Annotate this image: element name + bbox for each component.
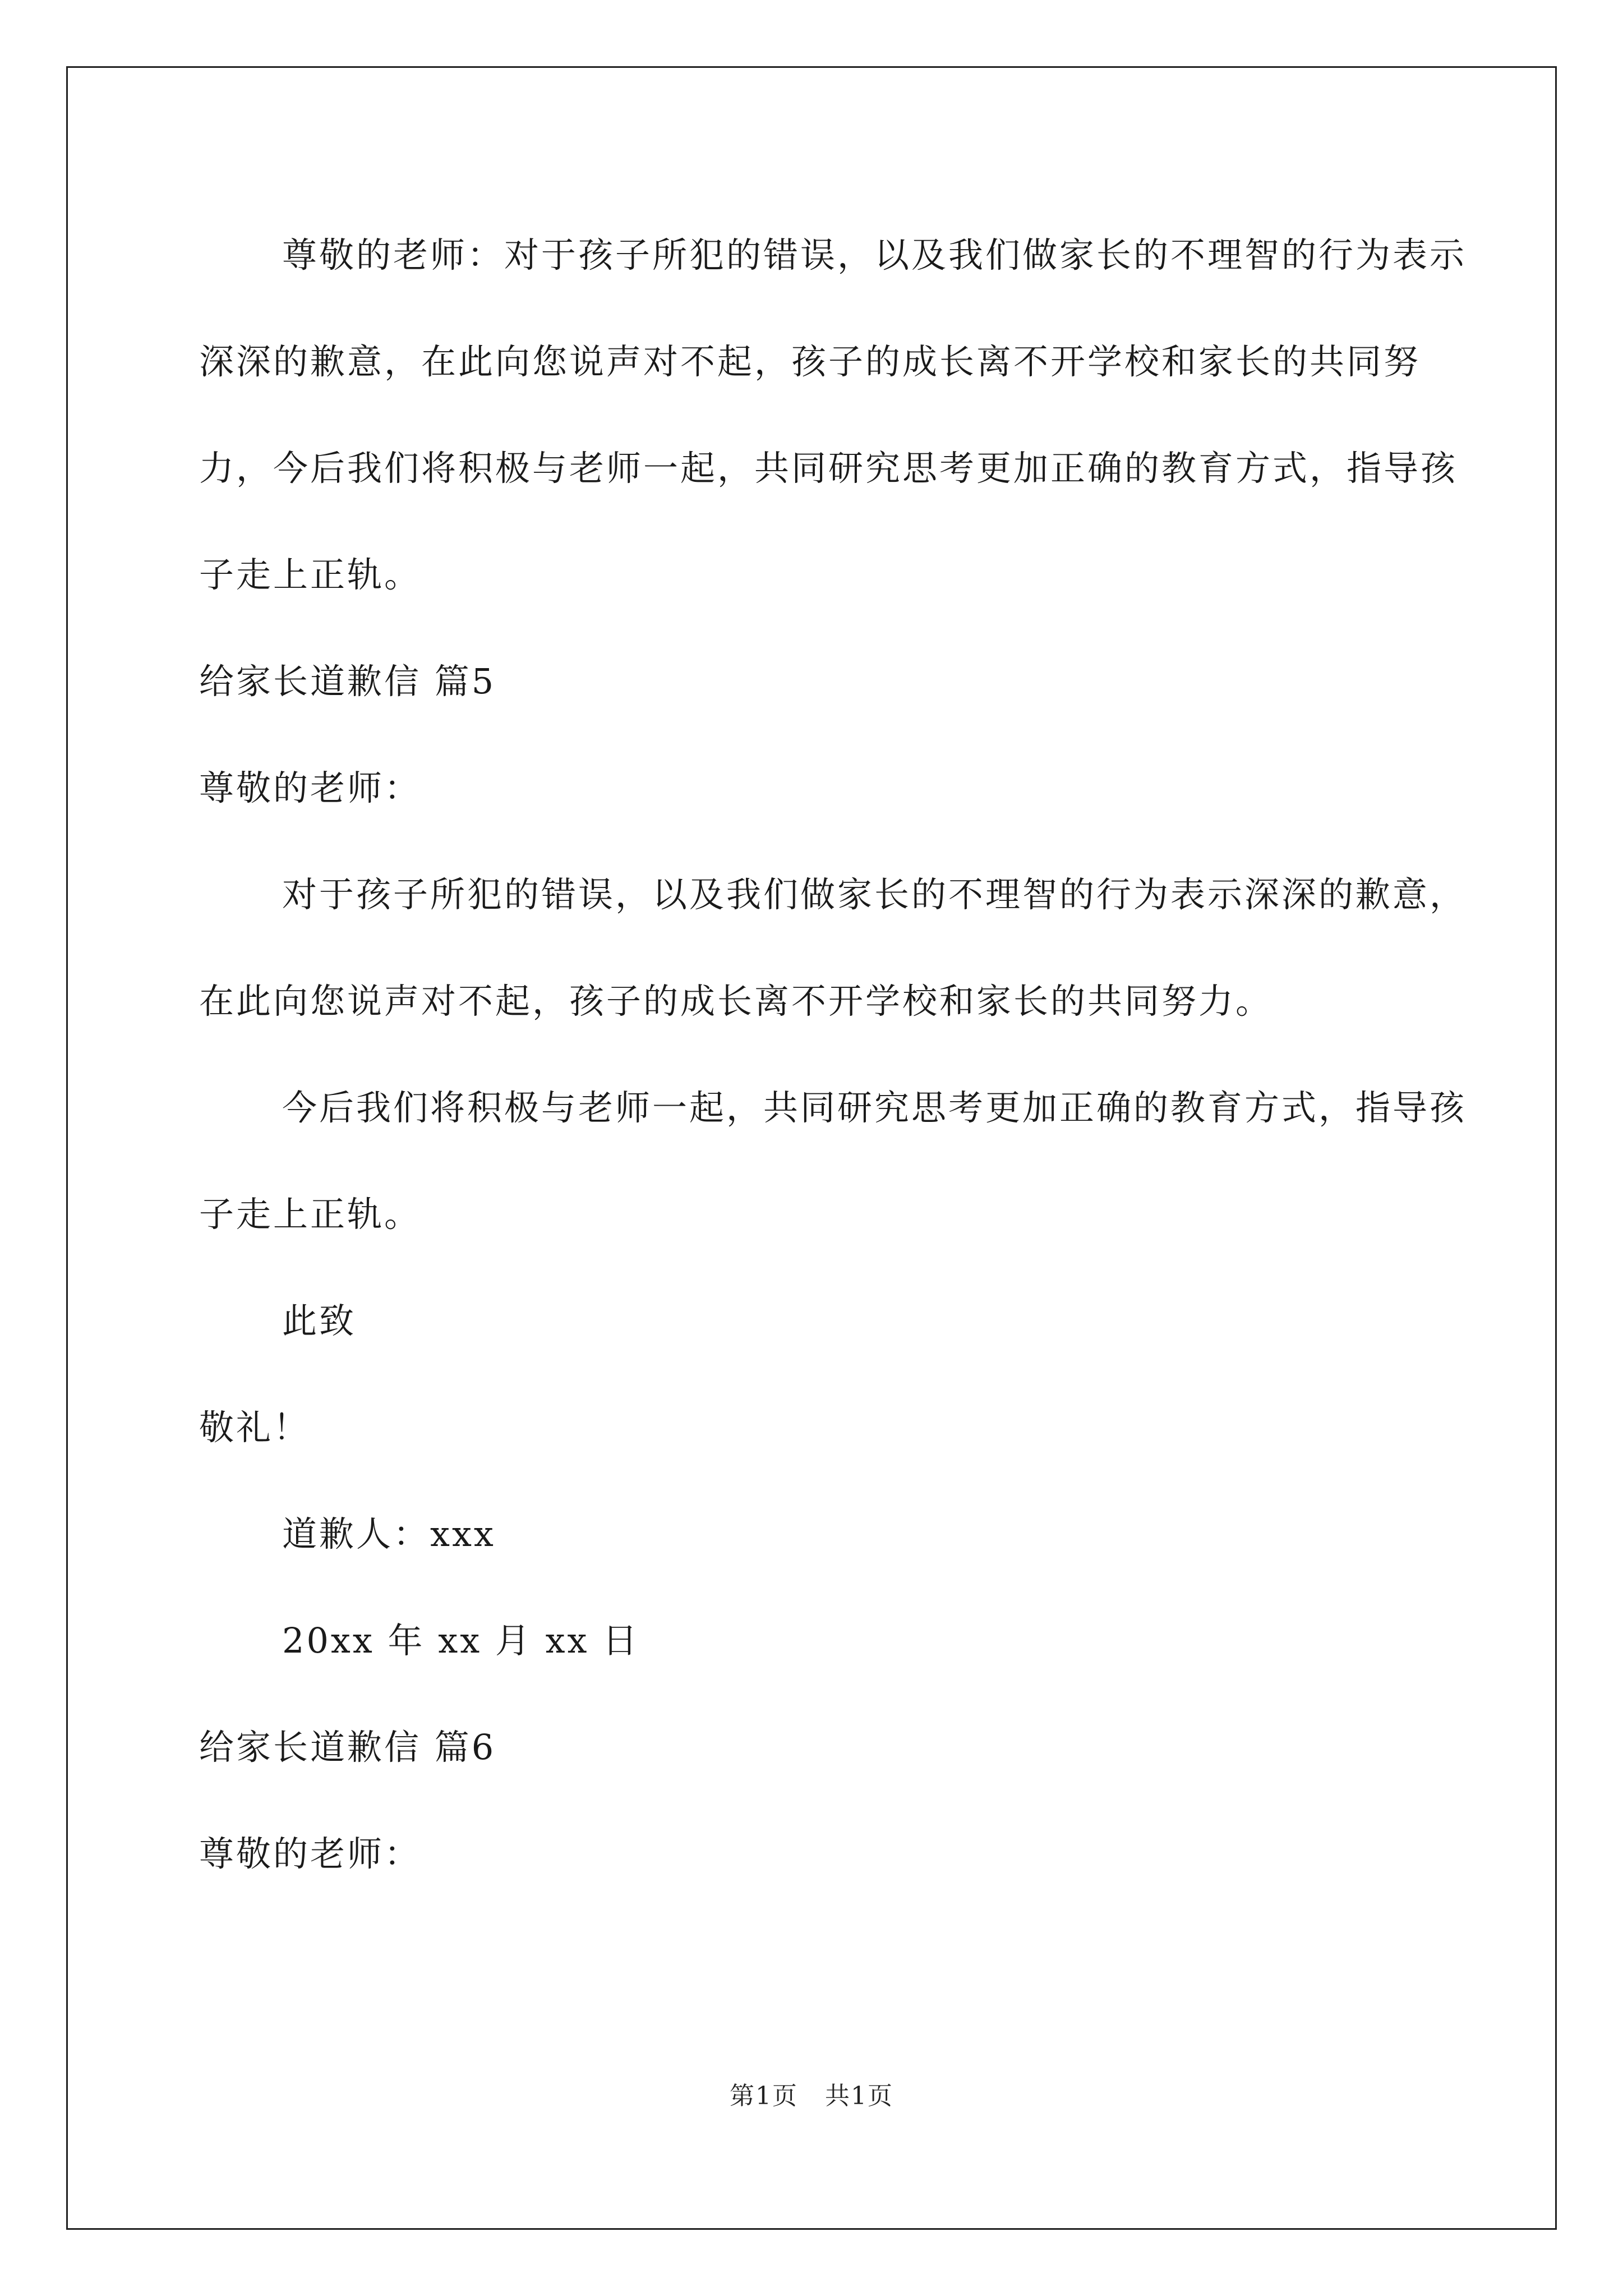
- salutation-2: 尊敬的老师：: [199, 1833, 422, 1874]
- page-total: 共1页: [824, 2082, 893, 2110]
- section-heading-6: 给家长道歉信 篇6: [199, 1727, 496, 1768]
- signature-line: 道歉人：xxx: [282, 1513, 496, 1554]
- salutation: 尊敬的老师：: [199, 767, 422, 808]
- page-footer: [0, 2076, 1623, 2111]
- closing-jingli: 敬礼！: [199, 1407, 311, 1448]
- closing-cizhi: 此致: [282, 1300, 357, 1341]
- section-heading-5: 给家长道歉信 篇5: [199, 661, 496, 702]
- page-number: 第1页: [730, 2082, 799, 2110]
- document-body: [199, 202, 1489, 1907]
- paragraph-apology-2: 对于孩子所犯的错误，以及我们做家长的不理智的行为表示深深的歉意，在此向您说声对不起，孩子的成长离不开学校和家长的共同努力。: [199, 874, 1467, 1022]
- paragraph-apology-1: 尊敬的老师：对于孩子所犯的错误，以及我们做家长的不理智的行为表示深深的歉意，在此向您说声对不起，孩子的成长离不开学校和家长的共同努力，今后我们将积极与老师一起，共同研究思考更加正确的教育方式，指导孩子走上正轨。: [199, 234, 1467, 595]
- date-line: 20xx 年 xx 月 xx 日: [282, 1620, 640, 1661]
- paragraph-apology-3: 今后我们将积极与老师一起，共同研究思考更加正确的教育方式，指导孩子走上正轨。: [199, 1087, 1467, 1235]
